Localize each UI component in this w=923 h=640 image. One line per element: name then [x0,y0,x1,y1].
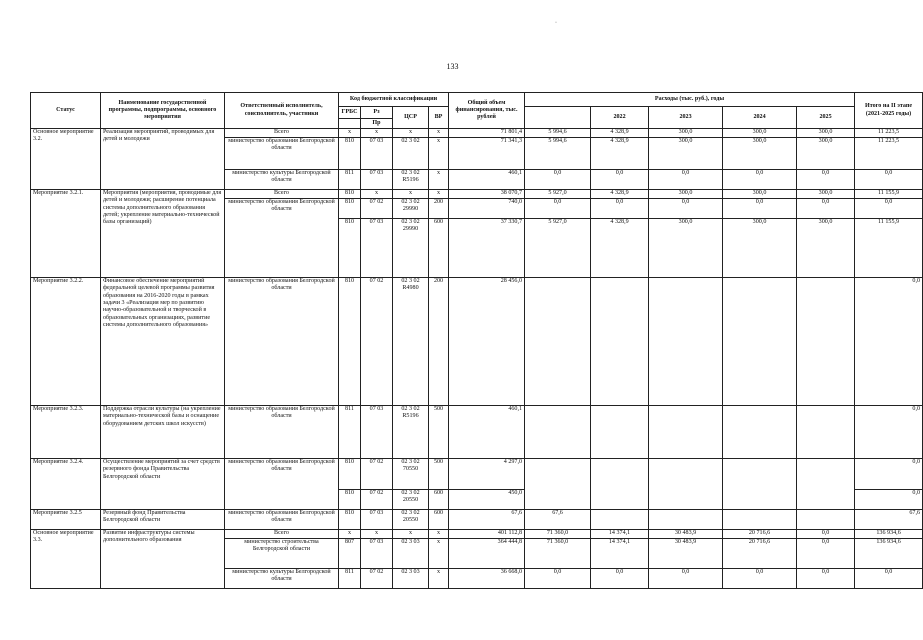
row-rz: 07 03 [361,539,393,569]
row-status: Основное мероприятие 3.2. [31,129,101,190]
row-status: Основное мероприятие 3.3. [31,530,101,589]
row-total: 36 668,0 [449,569,525,589]
row-executor: министерство образования Белгородской области [225,138,339,170]
row-status: Мероприятие 3.2.4. [31,459,101,510]
row-status: Мероприятие 3.2.3. [31,406,101,459]
row-2024: 300,0 [723,190,797,199]
row-grbs: 811 [339,569,361,589]
row-2023: 300,0 [649,138,723,170]
row-itog: 11 155,9 [855,219,923,278]
row-itog: 0,0 [855,490,923,510]
header-pr: Пр [361,119,393,129]
row-grbs: 810 [339,459,361,490]
row-rz: 07 02 [361,459,393,490]
row-rz: х [361,530,393,539]
header-2023: 2023 [649,107,723,129]
header-total-funding: Общий объем финансирования, тыс. рублей [449,93,525,129]
row-2024: 300,0 [723,138,797,170]
row-2022 [591,278,649,406]
header-year-blank [525,107,591,129]
row-total: 460,1 [449,406,525,459]
row-2023: 30 483,9 [649,539,723,569]
page-number: 133 [446,62,459,71]
row-e: 5 994,6 [525,138,591,170]
row-2025: 300,0 [797,219,855,278]
row-name: Реализация мероприятий, проводимых для детей и молодежи [101,129,225,190]
row-vr: х [429,190,449,199]
row-e: 5 994,6 [525,129,591,138]
header-2024: 2024 [723,107,797,129]
row-2023 [649,459,723,510]
row-csr: 02 3 02 R5196 [393,406,429,459]
row-vr: 600 [429,510,449,530]
row-2024 [723,459,797,510]
row-rz: 07 02 [361,569,393,589]
header-2025: 2025 [797,107,855,129]
row-name: Мероприятия (мероприятия, проводимые для детей и молодежи; расширение потенциала системы дополнительного образования детей; укрепление материально-технической базы организаций) [101,190,225,278]
header-vr: ВР [429,107,449,129]
row-grbs: 810 [339,138,361,170]
row-rz: х [361,129,393,138]
row-vr: 600 [429,219,449,278]
row-rz: 07 03 [361,170,393,190]
row-2023: 300,0 [649,219,723,278]
row-executor: министерство строительства Белгородской области [225,539,339,569]
row-2022: 0,0 [591,569,649,589]
row-itog: 0,0 [855,199,923,219]
row-total: 71 801,4 [449,129,525,138]
row-2025: 0,0 [797,539,855,569]
row-2024: 300,0 [723,219,797,278]
row-executor: министерство образования Белгородской области [225,459,339,510]
header-status: Статус [31,93,101,129]
row-2024: 0,0 [723,569,797,589]
row-2022: 0,0 [591,199,649,219]
row-vr: х [429,539,449,569]
row-e [525,459,591,510]
row-total: 28 456,0 [449,278,525,406]
row-2024: 20 716,6 [723,530,797,539]
row-itog: 136 934,6 [855,539,923,569]
row-csr: 02 3 02 70550 [393,459,429,490]
row-csr: 02 3 02 R4980 [393,278,429,406]
row-2025: 300,0 [797,138,855,170]
row-2025: 0,0 [797,199,855,219]
row-rz: х [361,190,393,199]
row-grbs: 810 [339,190,361,199]
row-2023 [649,510,723,530]
row-csr: 02 3 02 20550 [393,510,429,530]
row-2023: 30 483,9 [649,530,723,539]
header-grbs: ГРБС [339,107,361,119]
row-vr: 600 [429,490,449,510]
row-csr: 02 3 03 [393,539,429,569]
row-2024 [723,278,797,406]
row-csr: х [393,129,429,138]
row-grbs: 810 [339,510,361,530]
budget-table [30,92,923,589]
row-rz: 07 03 [361,406,393,459]
row-executor: Всего [225,190,339,199]
row-e: 0,0 [525,199,591,219]
row-name: Поддержка отрасли культуры (на укрепление материально-технической базы и оснащение оборудованием детских школ искусств) [101,406,225,459]
row-vr: 200 [429,278,449,406]
row-grbs: 810 [339,219,361,278]
row-rz: 07 03 [361,219,393,278]
row-total: 450,0 [449,490,525,510]
row-total: 4 297,0 [449,459,525,490]
row-grbs: х [339,530,361,539]
row-2024: 0,0 [723,199,797,219]
row-2025: 0,0 [797,170,855,190]
row-executor: Всего [225,129,339,138]
row-e: 71 360,0 [525,530,591,539]
row-2022: 4 328,9 [591,219,649,278]
row-2022: 4 328,9 [591,190,649,199]
row-itog: 11 223,5 [855,129,923,138]
row-2023: 300,0 [649,129,723,138]
row-name: Финансовое обеспечение мероприятий федеральной целевой программы развития образования на 2016-2020 годы в рамках задачи 3 «Реализация мер по развитию научно-образовательной и творческой в образовательных организациях, развитие системы дополнительного образования» [101,278,225,406]
row-csr: 02 3 02 29990 [393,219,429,278]
row-total: 71 341,3 [449,138,525,170]
row-itog: 11 155,9 [855,190,923,199]
row-csr: 02 3 02 R5196 [393,170,429,190]
row-total: 38 070,7 [449,190,525,199]
row-vr: 500 [429,406,449,459]
speck: · [555,20,557,26]
row-e: 71 360,0 [525,539,591,569]
row-vr: х [429,170,449,190]
row-2025 [797,510,855,530]
row-name: Резервный фонд Правительства Белгородской области [101,510,225,530]
row-vr: 200 [429,199,449,219]
row-grbs: 811 [339,406,361,459]
row-2023: 0,0 [649,170,723,190]
row-rz: 07 02 [361,278,393,406]
row-2025 [797,406,855,459]
row-executor: министерство образования Белгородской области [225,406,339,459]
row-itog: 0,0 [855,406,923,459]
row-2024 [723,406,797,459]
row-2023 [649,278,723,406]
header-executor: Ответственный исполнитель, соисполнитель, участники [225,93,339,129]
row-executor: министерство культуры Белгородской области [225,569,339,589]
row-total: 37 330,7 [449,219,525,278]
row-executor: Всего [225,530,339,539]
row-2022: 4 328,9 [591,129,649,138]
row-executor: министерство образования Белгородской области [225,199,339,278]
header-grbs-blank [339,119,361,129]
row-total: 364 444,8 [449,539,525,569]
row-total: 740,0 [449,199,525,219]
header-name: Наименование государственной программы, подпрограммы, основного мероприятия [101,93,225,129]
row-itog: 0,0 [855,569,923,589]
row-itog: 67,6 [855,510,923,530]
row-e: 0,0 [525,170,591,190]
row-e [525,278,591,406]
row-2023 [649,406,723,459]
row-vr: х [429,138,449,170]
row-csr: х [393,190,429,199]
row-itog: 0,0 [855,278,923,406]
header-csr: ЦСР [393,107,429,129]
row-rz: 07 02 [361,490,393,510]
header-expenses: Расходы (тыс. руб.), годы [525,93,855,107]
row-csr: 02 3 02 29990 [393,199,429,219]
row-grbs: 810 [339,278,361,406]
row-vr: х [429,129,449,138]
row-2022: 4 328,9 [591,138,649,170]
row-2022 [591,406,649,459]
row-2022: 14 374,1 [591,530,649,539]
row-grbs: 810 [339,199,361,219]
row-rz: 07 03 [361,138,393,170]
row-total: 67,6 [449,510,525,530]
row-csr: 02 3 03 [393,569,429,589]
row-csr: х [393,530,429,539]
row-2023: 0,0 [649,569,723,589]
row-rz: 07 02 [361,199,393,219]
row-2022 [591,510,649,530]
row-2024: 20 716,6 [723,539,797,569]
row-e: 67,6 [525,510,591,530]
row-itog: 136 934,6 [855,530,923,539]
row-2024: 0,0 [723,170,797,190]
row-2022 [591,459,649,510]
header-rz: Рз [361,107,393,119]
row-2025 [797,459,855,510]
row-status: Мероприятие 3.2.5 [31,510,101,530]
header-itog: Итого на II этапе (2021-2025 годы) [855,93,923,129]
header-2022: 2022 [591,107,649,129]
row-status: Мероприятие 3.2.2. [31,278,101,406]
row-2022: 14 374,1 [591,539,649,569]
row-rz: 07 03 [361,510,393,530]
row-e: 0,0 [525,569,591,589]
row-e [525,406,591,459]
row-total: 401 112,8 [449,530,525,539]
row-2024 [723,510,797,530]
row-e: 5 927,0 [525,219,591,278]
row-vr: х [429,530,449,539]
row-name: Развитие инфраструктуры системы дополнительного образования [101,530,225,589]
row-2025: 0,0 [797,569,855,589]
row-grbs: 811 [339,170,361,190]
row-total: 460,1 [449,170,525,190]
row-2025: 300,0 [797,190,855,199]
row-itog: 11 223,5 [855,138,923,170]
row-2023: 0,0 [649,199,723,219]
row-executor: министерство культуры Белгородской области [225,170,339,190]
row-executor: министерство образования Белгородской области [225,510,339,530]
row-name: Осуществление мероприятий за счет средств резервного фонда Правительства Белгородской области [101,459,225,510]
row-2025: 300,0 [797,129,855,138]
row-csr: 02 3 02 [393,138,429,170]
row-grbs: 810 [339,490,361,510]
header-budget-code: Код бюджетной классификации [339,93,449,107]
row-vr: х [429,569,449,589]
row-executor: министерство образования Белгородской области [225,278,339,406]
row-grbs: 807 [339,539,361,569]
row-2023: 300,0 [649,190,723,199]
row-itog: 0,0 [855,170,923,190]
row-e: 5 927,0 [525,190,591,199]
row-itog: 0,0 [855,459,923,490]
row-grbs: х [339,129,361,138]
row-2025 [797,278,855,406]
row-status: Мероприятие 3.2.1. [31,190,101,278]
row-csr: 02 3 02 20550 [393,490,429,510]
row-2024: 300,0 [723,129,797,138]
row-2025: 0,0 [797,530,855,539]
row-vr: 500 [429,459,449,490]
row-2022: 0,0 [591,170,649,190]
